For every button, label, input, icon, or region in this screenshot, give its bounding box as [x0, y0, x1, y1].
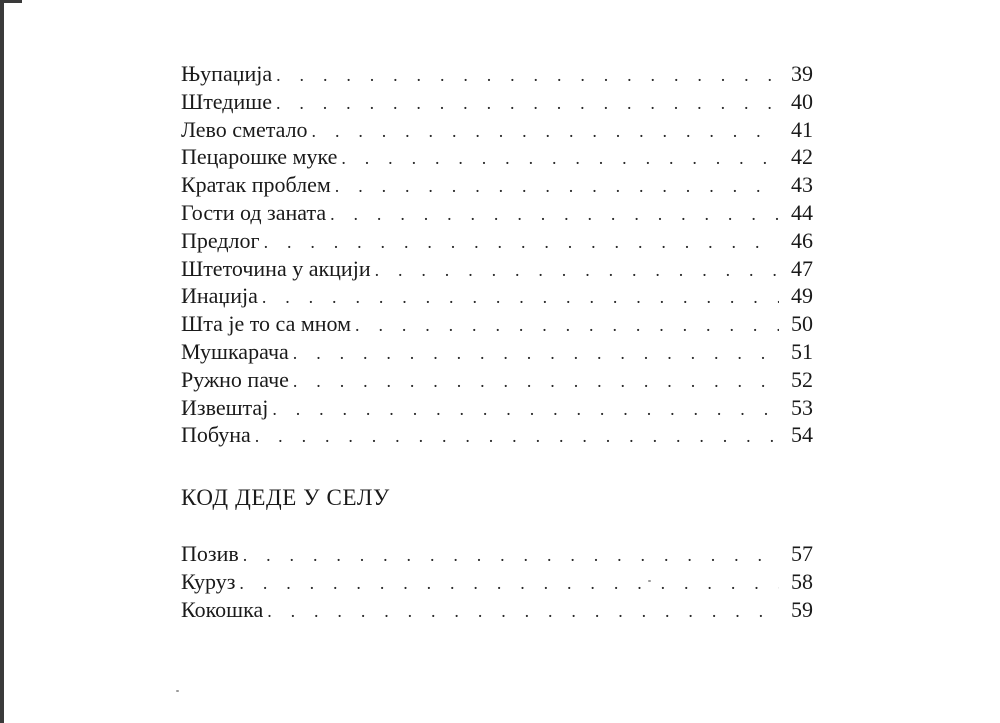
dot-leader [293, 368, 779, 396]
page-corner-mark [0, 0, 22, 3]
toc-entry-title: Предлог [181, 227, 260, 253]
toc-entry-title: Лево сметало [181, 116, 308, 142]
dot-leader [335, 173, 779, 201]
toc-entry-page: 49 [791, 283, 813, 309]
toc-entry[interactable] [181, 338, 813, 366]
table-of-contents [181, 60, 813, 624]
toc-entry-title: Извештај [181, 394, 269, 420]
dot-leader [276, 62, 779, 90]
toc-entry[interactable] [181, 116, 813, 144]
toc-entry-page: 43 [791, 172, 813, 198]
toc-entry[interactable] [181, 143, 813, 171]
toc-entry[interactable] [181, 596, 813, 624]
toc-entry-page: 51 [791, 338, 813, 364]
dot-leader [243, 542, 779, 570]
toc-entry[interactable] [181, 366, 813, 394]
toc-entry-title: Инаџија [181, 283, 258, 309]
toc-entry-page: 46 [791, 227, 813, 253]
section-heading: КОД ДЕДЕ У СЕЛУ [181, 485, 390, 511]
toc-entry-page: 57 [791, 541, 813, 567]
toc-entry[interactable] [181, 421, 813, 449]
toc-entry-title: Пецарошке муке [181, 144, 338, 170]
toc-entry[interactable] [181, 199, 813, 227]
toc-entry-page: 58 [791, 568, 813, 594]
toc-entry-title: Побуна [181, 422, 251, 448]
dot-leader [239, 570, 779, 598]
toc-section-1-list [181, 60, 813, 449]
toc-entry[interactable] [181, 540, 813, 568]
dot-leader [293, 340, 779, 368]
toc-entry-title: Њупаџија [181, 61, 273, 86]
toc-entry[interactable] [181, 171, 813, 199]
toc-entry-title: Шта је то са мном [181, 311, 352, 337]
dot-leader [355, 312, 779, 340]
toc-entry-title: Кратак проблем [181, 172, 331, 198]
toc-entry-page: 44 [791, 199, 813, 225]
scan-smudge [176, 690, 179, 692]
dot-leader [262, 284, 779, 312]
toc-entry[interactable] [181, 310, 813, 338]
toc-entry-title: Мушкарача [181, 338, 289, 364]
toc-entry-title: Куруз [181, 568, 236, 594]
toc-entry[interactable] [181, 255, 813, 283]
dot-leader [341, 145, 779, 173]
toc-entry[interactable] [181, 394, 813, 422]
toc-entry[interactable] [181, 60, 813, 88]
dot-leader [255, 423, 779, 451]
dot-leader [375, 257, 779, 285]
dot-leader [330, 201, 779, 229]
toc-entry-title: Ружно паче [181, 366, 289, 392]
toc-entry[interactable] [181, 227, 813, 255]
toc-entry-page: 41 [791, 116, 813, 142]
toc-entry-page: 39 [791, 61, 813, 86]
toc-section-2-list [181, 540, 813, 623]
scan-smudge [648, 580, 651, 582]
toc-entry-page: 59 [791, 596, 813, 622]
toc-entry-page: 53 [791, 394, 813, 420]
toc-entry-title: Кокошка [181, 596, 264, 622]
page-binding-edge [0, 0, 4, 723]
toc-entry-title: Штеточина у акцији [181, 255, 371, 281]
toc-entry[interactable] [181, 88, 813, 116]
toc-entry-page: 54 [791, 422, 813, 448]
toc-entry[interactable] [181, 568, 813, 596]
toc-entry-title: Штедише [181, 88, 272, 114]
toc-entry-page: 52 [791, 366, 813, 392]
dot-leader [267, 598, 779, 626]
dot-leader [264, 229, 779, 257]
dot-leader [276, 90, 779, 118]
dot-leader [272, 396, 779, 424]
toc-entry-page: 42 [791, 144, 813, 170]
toc-entry-page: 40 [791, 88, 813, 114]
toc-entry-title: Гости од заната [181, 199, 327, 225]
toc-entry[interactable] [181, 282, 813, 310]
dot-leader [312, 118, 779, 146]
toc-entry-title: Позив [181, 541, 239, 567]
toc-entry-page: 50 [791, 311, 813, 337]
toc-entry-page: 47 [791, 255, 813, 281]
